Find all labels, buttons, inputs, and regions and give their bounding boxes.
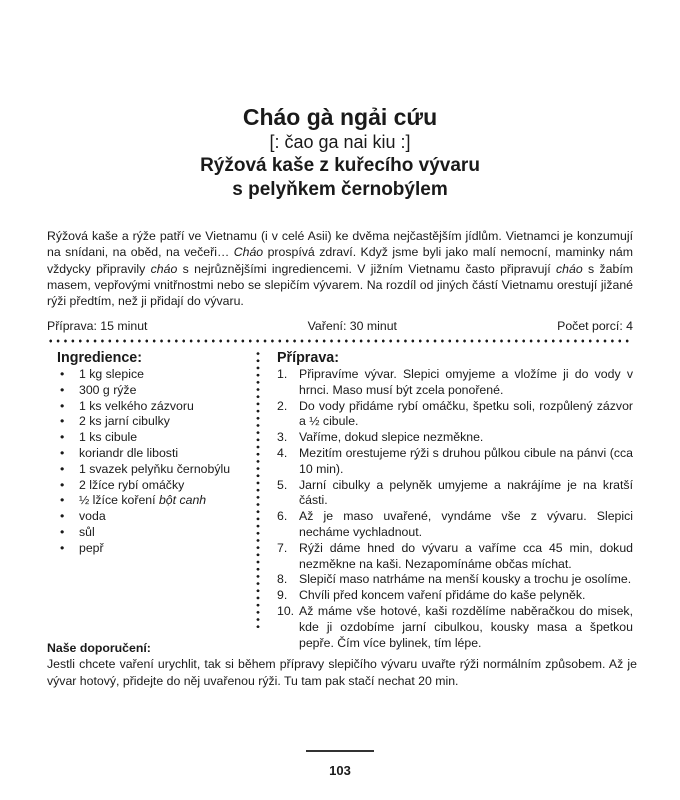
bullet-icon: • bbox=[60, 430, 65, 445]
ingredient-item bbox=[57, 541, 247, 557]
dotted-divider-horizontal bbox=[47, 339, 633, 343]
ingredient-text: 300 g rýže bbox=[79, 382, 137, 397]
bullet-icon: • bbox=[60, 524, 65, 539]
page-number: 103 bbox=[329, 763, 351, 778]
bullet-icon: • bbox=[60, 445, 65, 460]
ingredient-text: 2 ks jarní cibulky bbox=[79, 414, 170, 429]
step-number: 9. bbox=[277, 588, 288, 603]
ingredient-item bbox=[57, 462, 247, 478]
step-text: Rýži dáme hned do vývaru a vaříme cca 45 min, dokud nezměkne na kaši. Nezapomínáme občas míchat. bbox=[299, 540, 633, 571]
ingredient-item bbox=[57, 430, 247, 446]
recipe-meta-row bbox=[47, 318, 633, 334]
step-number: 8. bbox=[277, 572, 288, 587]
step-text: Mezitím orestujeme rýži s druhou půlkou cibule na pánvi (cca 10 min). bbox=[299, 445, 633, 476]
ingredient-text: 2 lžíce rybí omáčky bbox=[79, 477, 185, 492]
preparation-step bbox=[277, 478, 633, 510]
intro-emphasis: cháo bbox=[556, 261, 583, 276]
ingredient-item bbox=[57, 399, 247, 415]
preparation-step bbox=[277, 509, 633, 541]
ingredients-list bbox=[57, 367, 247, 557]
preparation-step bbox=[277, 572, 633, 588]
dotted-divider-vertical bbox=[256, 350, 260, 628]
recommendation-section bbox=[47, 640, 637, 689]
ingredient-text: pepř bbox=[79, 540, 104, 555]
recipe-title: Cháo gà ngải cứu bbox=[242, 104, 438, 130]
intro-paragraph bbox=[47, 228, 633, 309]
ingredient-item bbox=[57, 509, 247, 525]
intro-text: s nejrůznějšími ingrediencemi. V jižním Vietnamu často připravují bbox=[177, 261, 556, 276]
preparation-step bbox=[277, 541, 633, 573]
preparation-step bbox=[277, 446, 633, 478]
step-text: Vaříme, dokud slepice nezměkne. bbox=[299, 430, 484, 445]
step-number: 6. bbox=[277, 509, 288, 524]
ingredient-item bbox=[57, 525, 247, 541]
intro-text: s žabím masem, vepřovými vnitřnostmi nebo se slepičím vývarem. Na rozdíl od jiných částí Vietnamu orestují jižané rýži předtím, než ji přidají do vývaru. bbox=[47, 261, 634, 309]
ingredient-item bbox=[57, 478, 247, 494]
intro-text: Rýžová kaše a rýže patří ve Vietnamu (i v celé Asii) ke dvěma nejčastějším jídlům. Vietnamci je konzumují na snídani, na oběd, na večeři… bbox=[47, 229, 633, 260]
step-number: 10. bbox=[277, 603, 295, 618]
step-text: Až je maso uvařené, vyndáme vše z vývaru. Slepici necháme vychladnout. bbox=[299, 509, 633, 539]
recipe-subtitle-line-2: s pelyňkem černobýlem bbox=[232, 179, 448, 200]
ingredients-section bbox=[57, 349, 247, 557]
preparation-section bbox=[277, 349, 633, 651]
step-text: Jarní cibulky a pelyněk umyjeme a nakrájíme je na kratší části. bbox=[299, 477, 633, 508]
step-text: Chvíli před koncem vaření přidáme do kaše pelyněk. bbox=[299, 588, 586, 603]
bullet-icon: • bbox=[60, 509, 65, 524]
ingredient-text: koriandr dle libosti bbox=[79, 445, 179, 460]
ingredient-text: 1 svazek pelyňku černobýlu bbox=[79, 461, 231, 476]
preparation-steps-list bbox=[277, 367, 633, 651]
prep-time: Příprava: 15 minut bbox=[47, 319, 148, 333]
recommendation-heading: Naše doporučení: bbox=[47, 641, 151, 655]
ingredient-text: voda bbox=[79, 509, 106, 524]
bullet-icon: • bbox=[60, 382, 65, 397]
step-number: 5. bbox=[277, 477, 288, 492]
ingredient-item bbox=[57, 383, 247, 399]
ingredient-text: 1 ks velkého zázvoru bbox=[79, 398, 194, 413]
intro-emphasis: Cháo bbox=[233, 245, 264, 260]
step-text: Do vody přidáme rybí omáčku, špetku soli, rozpůlený zázvor a ½ cibule. bbox=[299, 398, 633, 429]
step-number: 4. bbox=[277, 445, 288, 460]
recipe-title-block bbox=[0, 103, 680, 202]
step-text: Až máme vše hotové, kaši rozdělíme naběračkou do misek, kde ji ozdobíme jarní cibulkou, kousky masa a špetkou pepře. Čím více bylinek, tím lépe. bbox=[299, 603, 633, 650]
cook-time: Vaření: 30 minut bbox=[307, 319, 397, 333]
servings: Počet porcí: 4 bbox=[557, 319, 633, 333]
bullet-icon: • bbox=[60, 477, 65, 492]
preparation-step bbox=[277, 399, 633, 431]
preparation-heading: Příprava: bbox=[277, 350, 339, 366]
step-number: 3. bbox=[277, 430, 288, 445]
step-text: Slepičí maso natrháme na menší kousky a trochu je osolíme. bbox=[299, 572, 632, 587]
step-text: Připravíme vývar. Slepici omyjeme a vložíme ji do vody v hrnci. Maso musí být zcela ponořené. bbox=[299, 367, 633, 397]
recipe-pronunciation: [: čao ga nai kiu :] bbox=[269, 132, 411, 152]
step-number: 2. bbox=[277, 398, 288, 413]
ingredient-item bbox=[57, 446, 247, 462]
recommendation-text: Jestli chcete vaření urychlit, tak si během přípravy slepičího vývaru uvařte rýži normálním způsobem. Až je vývar hotový, přidejte do něj uvařenou rýži. Tu tam pak stačí nechat 20 min. bbox=[47, 657, 637, 688]
ingredient-italic-text: bột canh bbox=[158, 493, 207, 508]
ingredient-text: 1 ks cibule bbox=[79, 430, 138, 445]
step-number: 1. bbox=[277, 367, 288, 381]
bullet-icon: • bbox=[60, 367, 65, 381]
intro-emphasis: cháo bbox=[150, 261, 178, 276]
ingredient-text: 1 kg slepice bbox=[79, 367, 144, 381]
preparation-step bbox=[277, 430, 633, 446]
ingredients-heading: Ingredience: bbox=[57, 350, 143, 366]
intro-text: prospívá zdraví. Když jsme byli jako malí nemocní, maminky nám vždycky připravily bbox=[47, 245, 633, 276]
ingredient-item bbox=[57, 367, 247, 383]
ingredient-item bbox=[57, 414, 247, 430]
ingredient-item bbox=[57, 493, 247, 509]
recipe-subtitle-line-1: Rýžová kaše z kuřecího vývaru bbox=[200, 155, 480, 176]
ingredient-text: ½ lžíce koření bbox=[79, 493, 159, 508]
bullet-icon: • bbox=[60, 493, 65, 508]
bullet-icon: • bbox=[60, 540, 65, 555]
preparation-step bbox=[277, 588, 633, 604]
ingredient-text: sůl bbox=[79, 524, 95, 539]
preparation-step bbox=[277, 367, 633, 399]
step-number: 7. bbox=[277, 540, 288, 555]
footer-rule bbox=[306, 750, 374, 752]
bullet-icon: • bbox=[60, 461, 65, 476]
bullet-icon: • bbox=[60, 398, 65, 413]
bullet-icon: • bbox=[60, 414, 65, 429]
